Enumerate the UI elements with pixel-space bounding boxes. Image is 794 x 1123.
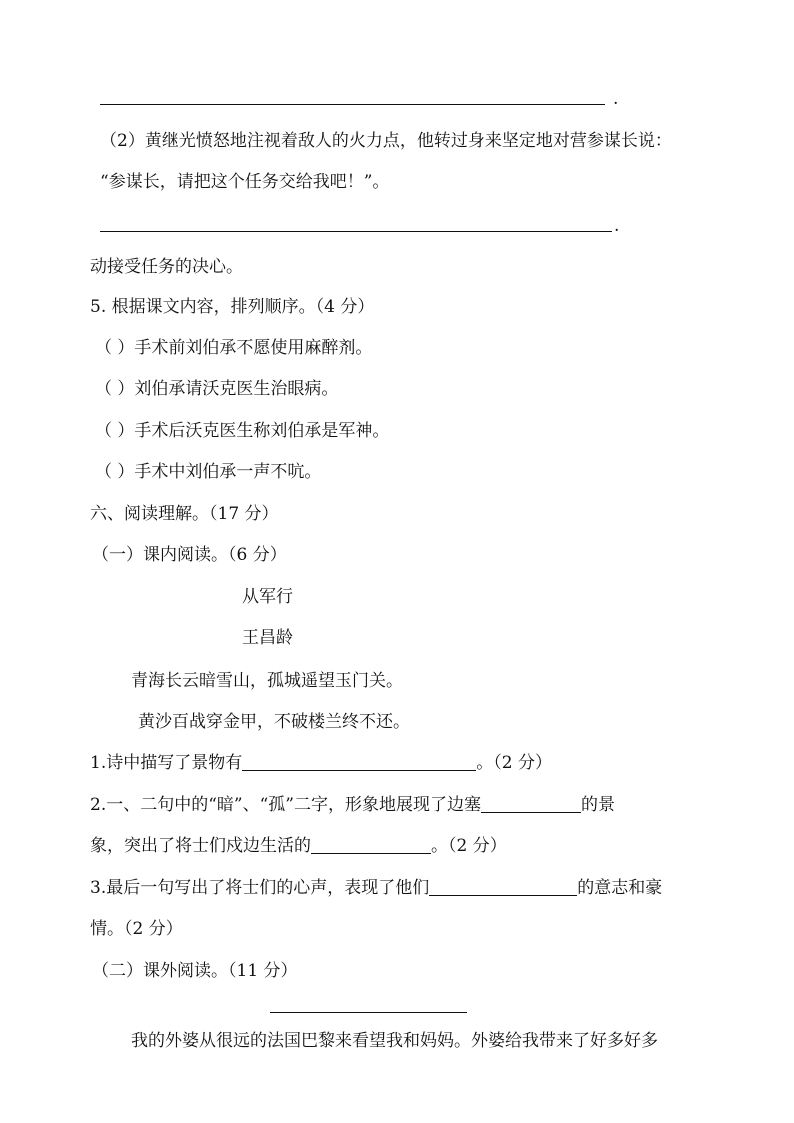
- question-5: 5. 根据课文内容，排列顺序。（4 分）: [90, 297, 375, 317]
- question-2: 2.一、二句中的“暗”、“孤”二字，形象地展现了边塞 的景: [90, 795, 615, 815]
- poem-author: 王昌龄: [242, 628, 293, 648]
- poem-title: 从军行: [242, 587, 293, 607]
- order-item: （ ）手术前刘伯承不愿使用麻醉剂。: [95, 338, 373, 358]
- question-1: 1.诗中描写了景物有 。（2 分）: [90, 753, 552, 773]
- answer-line: [100, 231, 612, 232]
- answer-blank[interactable]: [311, 836, 431, 854]
- section-6-heading: 六、阅读理解。（17 分）: [90, 504, 279, 524]
- question-2-cont: 象，突出了将士们戍边生活的 。（2 分）: [90, 836, 507, 856]
- poem-line: 青海长云暗雪山，孤城遥望玉门关。: [131, 671, 403, 691]
- subsection-heading: （二）课外阅读。（11 分）: [92, 961, 298, 981]
- order-item: （ ）手术中刘伯承一声不吭。: [95, 462, 322, 482]
- answer-line: [100, 104, 605, 105]
- line-end-dot: .: [614, 216, 620, 236]
- passage-title-blank[interactable]: [270, 1012, 467, 1013]
- poem-line: 黄沙百战穿金甲，不破楼兰终不还。: [138, 712, 410, 732]
- answer-blank[interactable]: [242, 753, 476, 771]
- answer-fragment: 动接受任务的决心。: [90, 257, 243, 277]
- answer-blank[interactable]: [481, 795, 581, 813]
- question-3: 3.最后一句写出了将士们的心声，表现了他们 的意志和豪: [90, 878, 663, 898]
- line-end-dot: .: [613, 89, 619, 109]
- question-4-2: （2）黄继光愤怒地注视着敌人的火力点，他转过身来坚定地对营参谋长说：: [100, 131, 672, 151]
- quote-line: “参谋长，请把这个任务交给我吧！”。: [100, 172, 390, 192]
- answer-blank[interactable]: [429, 878, 577, 896]
- passage-text: 我的外婆从很远的法国巴黎来看望我和妈妈。外婆给我带来了好多好多: [131, 1031, 658, 1051]
- order-item: （ ）手术后沃克医生称刘伯承是军神。: [95, 421, 390, 441]
- subsection-heading: （一）课内阅读。（6 分）: [92, 545, 287, 565]
- order-item: （ ）刘伯承请沃克医生治眼病。: [95, 379, 339, 399]
- question-3-cont: 情。（2 分）: [90, 919, 183, 939]
